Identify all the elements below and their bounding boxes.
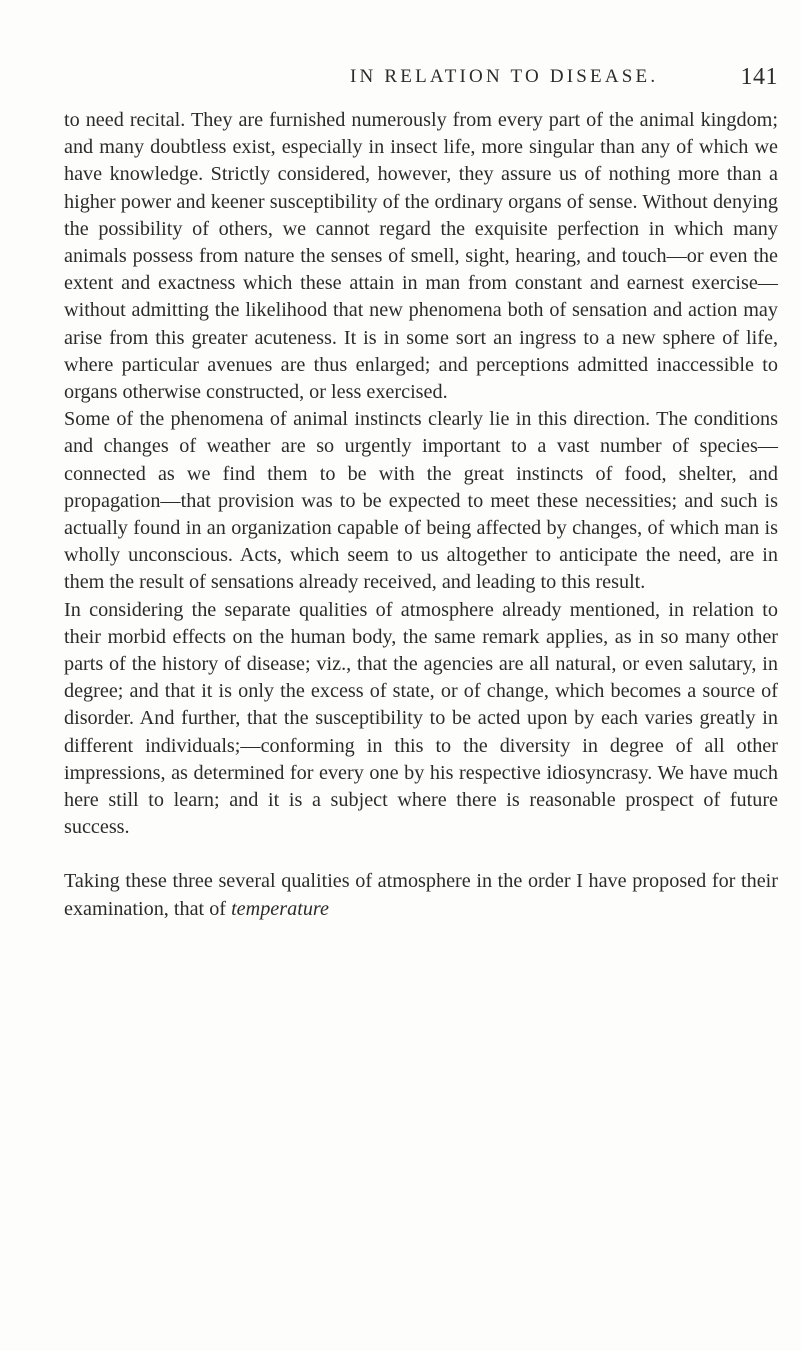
paragraph-4-text: Taking these three several qualities of atmosphere in the order I have proposed for their examination, that of (64, 870, 778, 920)
body-text (64, 107, 778, 923)
running-header (64, 64, 778, 98)
paragraph-4-italic-word: temperature (231, 897, 329, 920)
page-number: 141 (740, 64, 778, 90)
running-title: IN RELATION TO DISEASE. (350, 66, 659, 87)
paragraph-1: to need recital. They are furnished numerously from every part of the animal kingdom; and many doubtless exist, especially in insect life, more singular than any of which we have knowledge. Strictly considered, however, they assure us of nothing more than a higher power and keener susceptibility of the ordinary organs of sense. Without denying the possibility of others, we cannot regard the exquisite perfection in which many animals possess from nature the senses of smell, sight, hearing, and touch—or even the extent and exactness which these attain in man from constant and earnest exercise—without admitting the likelihood that new phenomena both of sensation and action may arise from this greater acuteness. It is in some sort an ingress to a new sphere of life, where particular avenues are thus enlarged; and perceptions admitted inaccessible to organs otherwise constructed, or less exercised. (64, 109, 778, 404)
paragraph-4 (64, 868, 778, 922)
paragraph-3: In considering the separate qualities of atmosphere already mentioned, in relation to their morbid effects on the human body, the same remark applies, as in so many other parts of the history of disease; viz., that the agencies are all natural, or even salutary, in degree; and that it is only the excess of state, or of change, which becomes a source of disorder. And further, that the susceptibility to be acted upon by each varies greatly in different individuals;—conforming in this to the diversity in degree of all other impressions, as determined for every one by his respective idiosyncrasy. We have much here still to learn; and it is a subject where there is reasonable prospect of future success. (64, 598, 778, 839)
paragraph-2: Some of the phenomena of animal instincts clearly lie in this direction. The conditions and changes of weather are so urgently important to a vast number of species—connected as we find them to be with the great instincts of food, shelter, and propagation—that provision was to be expected to meet these necessities; and such is actually found in an organization capable of being affected by changes, of which man is wholly unconscious. Acts, which seem to us altogether to anticipate the need, are in them the result of sensations already received, and leading to this result. (64, 408, 778, 594)
